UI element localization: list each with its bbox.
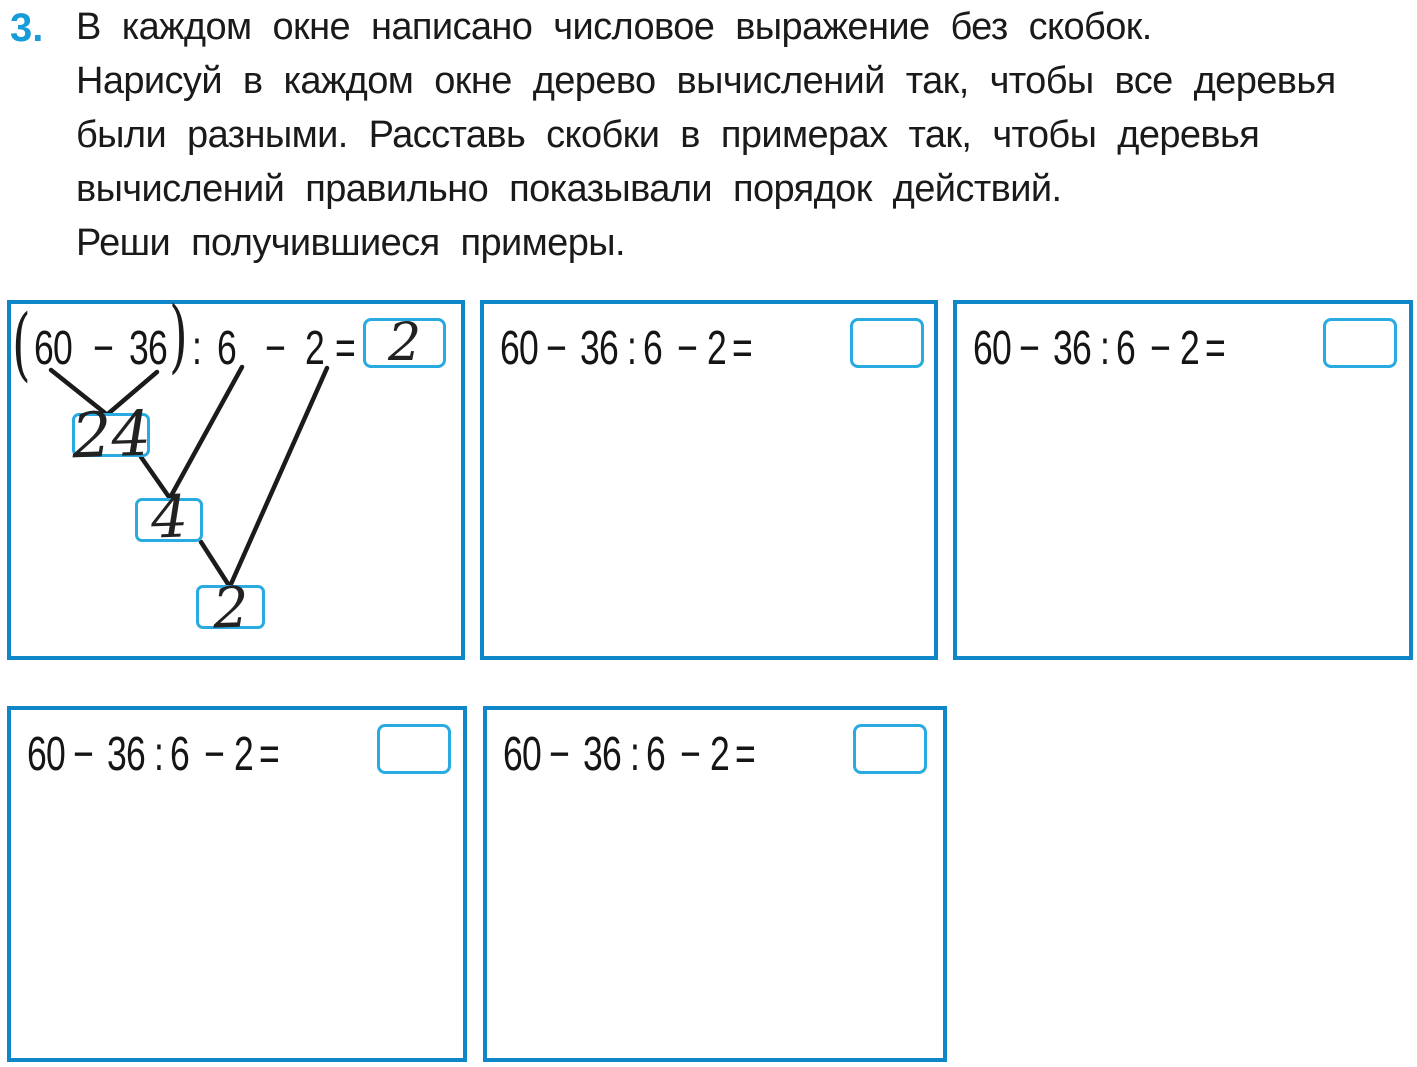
divide-operator: :: [192, 322, 202, 375]
minus-operator: −: [680, 728, 701, 781]
divide-operator: :: [154, 728, 164, 781]
answer-box-2[interactable]: [850, 318, 924, 368]
number-6: 6: [1116, 322, 1136, 375]
number-2: 2: [234, 728, 254, 781]
instruction-line-4: вычислений правильно показывали порядок действий.: [76, 168, 1062, 210]
instruction-line-1: В каждом окне написано числовое выражение без скобок.: [76, 6, 1152, 48]
number-60: 60: [973, 322, 1012, 375]
number-36: 36: [583, 728, 622, 781]
answer-box-4[interactable]: [377, 724, 451, 774]
minus-operator: −: [549, 728, 570, 781]
number-6: 6: [643, 322, 663, 375]
number-2: 2: [305, 322, 325, 375]
number-36: 36: [1053, 322, 1092, 375]
minus-operator: −: [677, 322, 698, 375]
instruction-line-3: были разными. Расставь скобки в примерах так, чтобы деревья: [76, 114, 1260, 156]
number-36: 36: [107, 728, 146, 781]
number-6: 6: [217, 322, 237, 375]
equals-sign: =: [1205, 322, 1226, 375]
minus-operator: −: [1150, 322, 1171, 375]
number-2: 2: [707, 322, 727, 375]
window-1-solved[interactable]: [7, 289, 465, 660]
number-6: 6: [646, 728, 666, 781]
tree-node-4[interactable]: [135, 482, 203, 552]
minus-operator: −: [546, 322, 567, 375]
minus-operator: −: [1019, 322, 1040, 375]
number-60: 60: [27, 728, 66, 781]
instruction-text: [76, 0, 1411, 270]
handwritten-close-paren: ): [169, 289, 188, 382]
answer-box-1[interactable]: [363, 313, 446, 373]
minus-operator: −: [204, 728, 225, 781]
number-60: 60: [34, 322, 73, 375]
handwritten-node-value-2: 2: [211, 575, 250, 642]
divide-operator: :: [630, 728, 640, 781]
equals-sign: =: [735, 728, 756, 781]
window-5-empty[interactable]: [483, 706, 947, 1062]
divide-operator: :: [1100, 322, 1110, 375]
minus-operator: −: [93, 322, 114, 375]
equals-sign: =: [259, 728, 280, 781]
task-number: 3.: [10, 6, 44, 50]
handwritten-answer-1: 2: [387, 313, 422, 373]
answer-box-5[interactable]: [853, 724, 927, 774]
tree-node-24[interactable]: [70, 396, 152, 473]
number-36: 36: [129, 322, 168, 375]
number-36: 36: [580, 322, 619, 375]
equals-sign: =: [732, 322, 753, 375]
handwritten-node-value-4: 4: [149, 482, 189, 552]
window-3-empty[interactable]: [953, 300, 1413, 660]
window-4-empty[interactable]: [7, 706, 467, 1062]
handwritten-open-paren: (: [12, 297, 31, 390]
equals-sign: =: [335, 322, 356, 375]
tree-node-2[interactable]: [196, 575, 265, 642]
minus-operator: −: [73, 728, 94, 781]
instruction-line-5: Реши получившиеся примеры.: [76, 222, 625, 264]
number-60: 60: [503, 728, 542, 781]
window-2-empty[interactable]: [480, 300, 938, 660]
number-2: 2: [1180, 322, 1200, 375]
handwritten-node-value-24: 24: [70, 396, 152, 473]
number-60: 60: [500, 322, 539, 375]
number-2: 2: [710, 728, 730, 781]
instruction-line-2: Нарисуй в каждом окне дерево вычислений так, чтобы все деревья: [76, 60, 1336, 102]
number-6: 6: [170, 728, 190, 781]
answer-box-3[interactable]: [1323, 318, 1397, 368]
divide-operator: :: [627, 322, 637, 375]
minus-operator: −: [265, 322, 286, 375]
